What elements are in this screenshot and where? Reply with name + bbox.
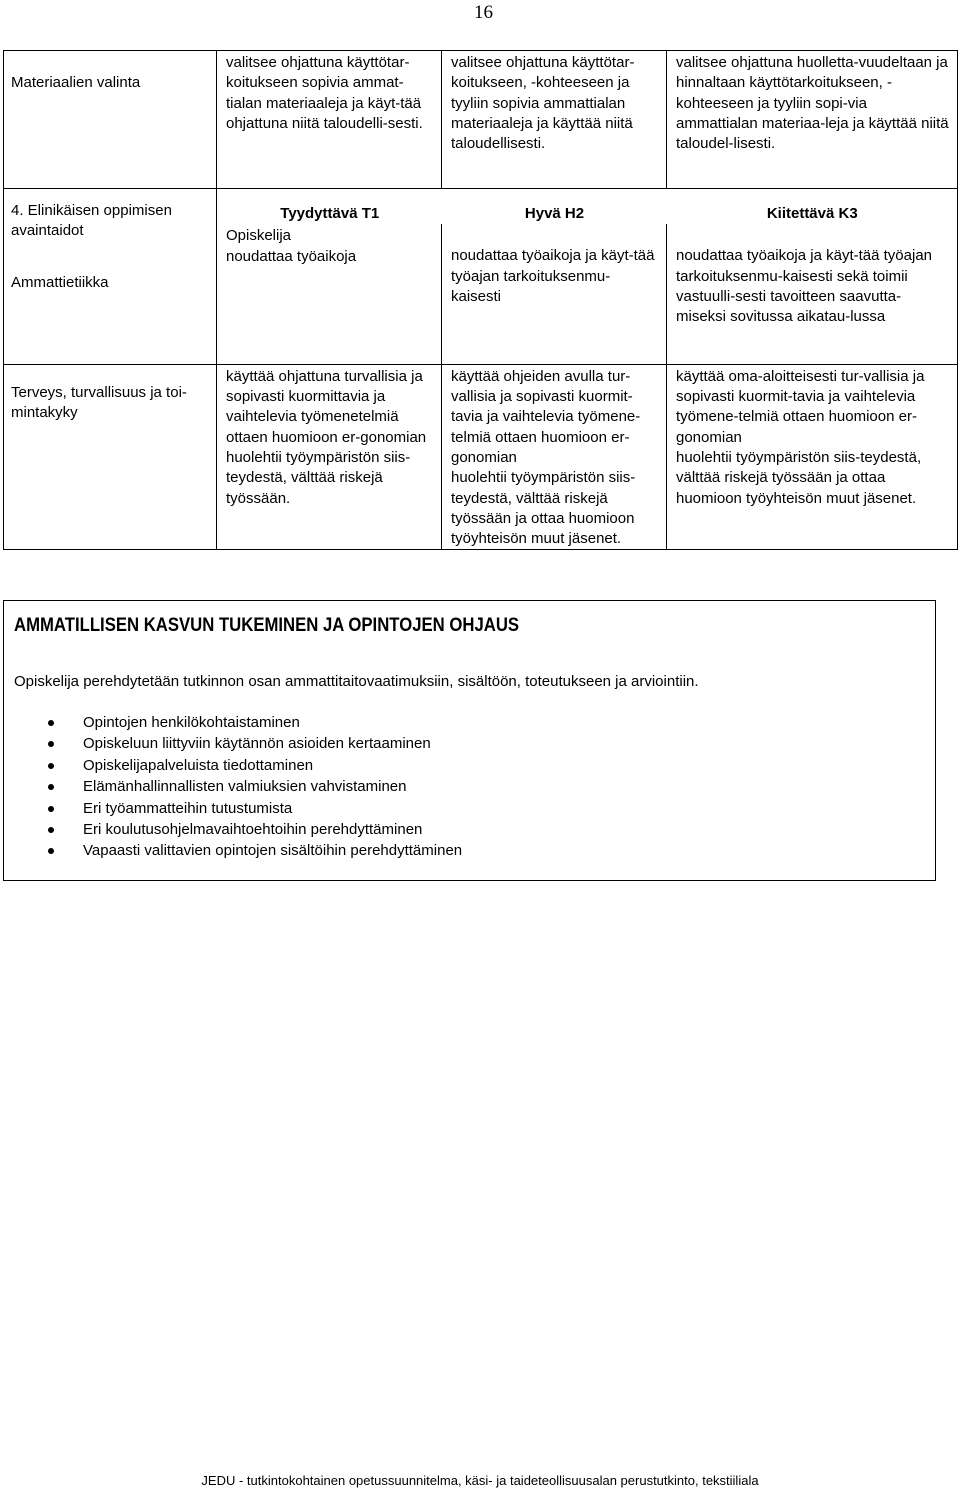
list-item xyxy=(48,733,462,754)
cell-k3-ammattietiikka: noudattaa työaikoja ja käyt-tää työajan tarkoituksenmu-kaisesti sekä toimii vastuulli-sesti tavoitteen saavutta-miseksi sovitussa aikatau-lussa xyxy=(667,224,958,364)
guidance-intro: Opiskelija perehdytetään tutkinnon osan ammattitaitovaatimuksiin, sisältöön, toteutukseen ja arviointiin. xyxy=(14,673,699,690)
guidance-list xyxy=(48,712,462,862)
h2-terveys-text-1: käyttää ohjeiden avulla tur-vallisia ja sopivasti kuormit-tavia ja vaihtelevia työmene-telmiä ottaen huomioon er-gonomian xyxy=(451,367,641,466)
page-number: 16 xyxy=(474,2,493,23)
list-item-text: Opiskeluun liittyviin käytännön asioiden kertaaminen xyxy=(83,735,431,753)
bullet-icon xyxy=(48,741,54,747)
header-k3: Kiitettävä K3 xyxy=(667,189,958,225)
list-item xyxy=(48,798,462,819)
bullet-icon xyxy=(48,806,54,812)
subject-label: Opiskelija xyxy=(226,227,292,245)
page-footer: JEDU - tutkintokohtainen opetussuunnitelma, käsi- ja taideteollisuusalan perustutkinto, tekstiiliala xyxy=(201,1473,759,1488)
list-item-text: Eri työammatteihin tutustumista xyxy=(83,799,293,817)
header-h2: Hyvä H2 xyxy=(442,189,667,225)
row-label-materiaalien-valinta: Materiaalien valinta xyxy=(4,51,217,189)
list-item-text: Opiskelijapalveluista tiedottaminen xyxy=(83,756,314,774)
bullet-icon xyxy=(48,763,54,769)
table-row xyxy=(4,364,958,550)
list-item-text: Vapaasti valittavien opintojen sisältöihin perehdyttäminen xyxy=(83,842,463,860)
list-item-text: Eri koulutusohjelmavaihtoehtoihin perehdyttäminen xyxy=(83,821,423,839)
section-title: 4. Elinikäisen oppimisen avaintaidot xyxy=(11,202,172,240)
cell-k3-terveys xyxy=(667,364,958,550)
section-label-cell xyxy=(4,189,217,365)
row-label-terveys: Terveys, turvallisuus ja toi-mintakyky xyxy=(4,364,217,550)
bullet-icon xyxy=(48,848,54,854)
bullet-icon xyxy=(48,720,54,726)
list-item-text: Elämänhallinnallisten valmiuksien vahvistaminen xyxy=(83,778,407,796)
cell-h2-materiaalien-valinta: valitsee ohjattuna käyttötar-koitukseen, -kohteeseen ja tyyliin sopivia ammattialan materiaaleja ja käyttää niitä taloudellisesti. xyxy=(442,51,667,189)
list-item xyxy=(48,819,462,840)
cell-h2-ammattietiikka: noudattaa työaikoja ja käyt-tää työajan tarkoituksenmu-kaisesti xyxy=(442,224,667,364)
cell-t1-terveys xyxy=(217,364,442,550)
guidance-heading: AMMATILLISEN KASVUN TUKEMINEN JA OPINTOJEN OHJAUS xyxy=(14,615,520,636)
cell-h2-terveys xyxy=(442,364,667,550)
bullet-icon xyxy=(48,827,54,833)
list-item xyxy=(48,712,462,733)
h2-terveys-text-2: huolehtii työympäristön siis-teydestä, välttää riskejä työssään ja ottaa huomioon työyhteisön muut jäsenet. xyxy=(451,469,636,548)
table-row xyxy=(4,189,958,225)
bullet-icon xyxy=(48,784,54,790)
cell-t1-materiaalien-valinta: valitsee ohjattuna käyttötar-koitukseen sopivia ammat-tialan materiaaleja ja käyt-tää ohjattuna niitä taloudelli-sesti. xyxy=(217,51,442,189)
list-item xyxy=(48,840,462,861)
cell-t1-ammattietiikka xyxy=(217,224,442,364)
row-label-ammattietiikka: Ammattietiikka xyxy=(11,273,109,291)
assessment-table xyxy=(3,50,958,550)
t1-terveys-text-2: huolehtii työympäristön siis-teydestä, välttää riskejä työssään. xyxy=(226,448,411,507)
list-item xyxy=(48,755,462,776)
list-item xyxy=(48,776,462,797)
list-item-text: Opintojen henkilökohtaistaminen xyxy=(83,714,300,731)
k3-terveys-text-2: huolehtii työympäristön siis-teydestä, välttää riskejä työssään ja ottaa huomioon työyhteisön muut jäsenet. xyxy=(676,448,922,507)
t1-ammattietiikka-text: noudattaa työaikoja xyxy=(226,247,357,265)
t1-terveys-text-1: käyttää ohjattuna turvallisia ja sopivasti kuormittavia ja vaihtelevia työmenetelmiä ottaen huomioon er-gonomian xyxy=(226,367,427,446)
guidance-box xyxy=(3,600,936,881)
k3-terveys-text-1: käyttää oma-aloitteisesti tur-vallisia ja sopivasti kuormit-tavia ja vaihtelevia työmene-telmiä ottaen huomioon er-gonomian xyxy=(676,367,925,446)
header-t1: Tyydyttävä T1 xyxy=(217,189,442,225)
cell-k3-materiaalien-valinta: valitsee ohjattuna huolletta-vuudeltaan ja hinnaltaan käyttötarkoitukseen, -kohteeseen ja tyyliin sopi-via ammattialan materiaa-leja ja käyttää niitä taloudel-lisesti. xyxy=(667,51,958,189)
table-row xyxy=(4,51,958,189)
